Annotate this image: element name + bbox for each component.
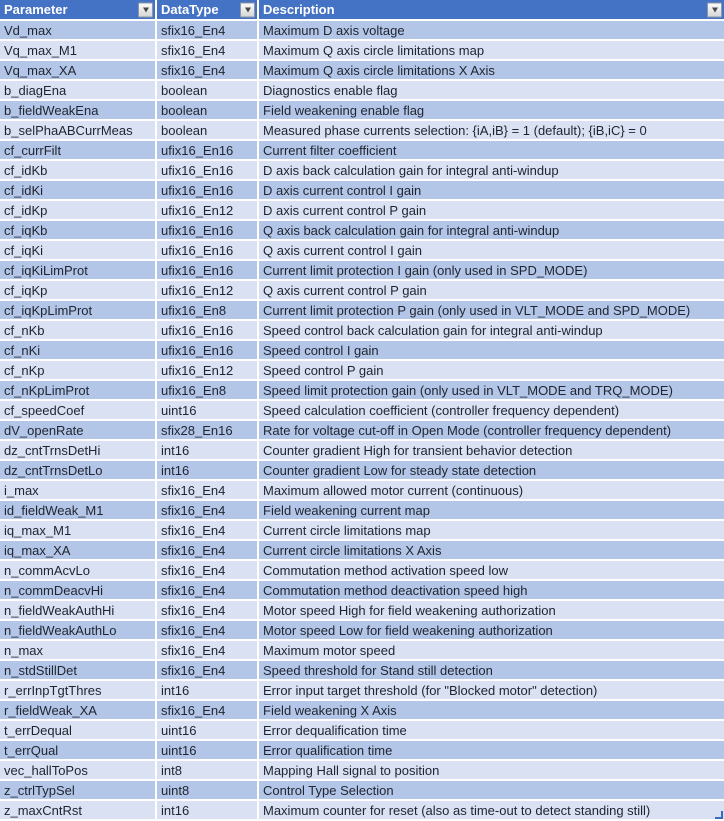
table-row bbox=[0, 221, 724, 241]
table-row bbox=[0, 421, 724, 441]
cell-description[interactable]: Maximum counter for reset (also as time-out to detect standing still) bbox=[259, 801, 724, 819]
cell-description[interactable]: Motor speed Low for field weakening authorization bbox=[259, 621, 724, 639]
column-header-parameter[interactable] bbox=[0, 0, 155, 19]
cell-datatype[interactable]: sfix28_En16 bbox=[157, 421, 257, 439]
table-row bbox=[0, 521, 724, 541]
cell-parameter[interactable]: t_errQual bbox=[0, 741, 155, 759]
table-row bbox=[0, 661, 724, 681]
cell-parameter[interactable]: dV_openRate bbox=[0, 421, 155, 439]
cell-description[interactable]: Current limit protection P gain (only used in VLT_MODE and SPD_MODE) bbox=[259, 301, 724, 319]
cell-parameter[interactable]: Vq_max_XA bbox=[0, 61, 155, 79]
cell-datatype[interactable]: ufix16_En12 bbox=[157, 201, 257, 219]
cell-datatype[interactable]: sfix16_En4 bbox=[157, 601, 257, 619]
cell-datatype[interactable]: int16 bbox=[157, 461, 257, 479]
cell-description[interactable]: Speed limit protection gain (only used in VLT_MODE and TRQ_MODE) bbox=[259, 381, 724, 399]
cell-description[interactable]: Field weakening enable flag bbox=[259, 101, 724, 119]
cell-description[interactable]: D axis back calculation gain for integral anti-windup bbox=[259, 161, 724, 179]
cell-parameter[interactable]: cf_iqKpLimProt bbox=[0, 301, 155, 319]
cell-parameter[interactable]: vec_hallToPos bbox=[0, 761, 155, 779]
cell-parameter[interactable]: r_fieldWeak_XA bbox=[0, 701, 155, 719]
cell-description[interactable]: Field weakening X Axis bbox=[259, 701, 724, 719]
cell-parameter[interactable]: cf_iqKi bbox=[0, 241, 155, 259]
filter-dropdown-button-description[interactable] bbox=[707, 2, 722, 17]
table-row bbox=[0, 741, 724, 761]
cell-datatype[interactable]: ufix16_En16 bbox=[157, 341, 257, 359]
column-header-label: Parameter bbox=[4, 2, 68, 17]
table-row bbox=[0, 781, 724, 801]
cell-datatype[interactable]: sfix16_En4 bbox=[157, 501, 257, 519]
cell-description[interactable]: Counter gradient Low for steady state detection bbox=[259, 461, 724, 479]
table-body bbox=[0, 21, 724, 821]
table-row bbox=[0, 201, 724, 221]
cell-description[interactable]: Q axis current control I gain bbox=[259, 241, 724, 259]
cell-description[interactable]: Q axis back calculation gain for integral anti-windup bbox=[259, 221, 724, 239]
table-row bbox=[0, 681, 724, 701]
table-row bbox=[0, 461, 724, 481]
table-row bbox=[0, 561, 724, 581]
table-row bbox=[0, 101, 724, 121]
filter-dropdown-button-parameter[interactable] bbox=[138, 2, 153, 17]
table-row bbox=[0, 361, 724, 381]
table-row bbox=[0, 21, 724, 41]
cell-description[interactable]: Maximum Q axis circle limitations X Axis bbox=[259, 61, 724, 79]
cell-datatype[interactable]: int16 bbox=[157, 441, 257, 459]
cell-datatype[interactable]: sfix16_En4 bbox=[157, 521, 257, 539]
cell-datatype[interactable]: ufix16_En8 bbox=[157, 381, 257, 399]
column-header-label: Description bbox=[263, 2, 335, 17]
cell-description[interactable]: Measured phase currents selection: {iA,iB} = 1 (default); {iB,iC} = 0 bbox=[259, 121, 724, 139]
cell-description[interactable]: Current circle limitations map bbox=[259, 521, 724, 539]
cell-datatype[interactable]: ufix16_En16 bbox=[157, 141, 257, 159]
cell-datatype[interactable]: sfix16_En4 bbox=[157, 561, 257, 579]
cell-parameter[interactable]: cf_idKp bbox=[0, 201, 155, 219]
cell-datatype[interactable]: boolean bbox=[157, 121, 257, 139]
cell-description[interactable]: Control Type Selection bbox=[259, 781, 724, 799]
cell-datatype[interactable]: sfix16_En4 bbox=[157, 641, 257, 659]
cell-parameter[interactable]: cf_idKb bbox=[0, 161, 155, 179]
cell-description[interactable]: Error input target threshold (for "Blocked motor" detection) bbox=[259, 681, 724, 699]
cell-datatype[interactable]: ufix16_En16 bbox=[157, 221, 257, 239]
cell-parameter[interactable]: n_stdStillDet bbox=[0, 661, 155, 679]
filter-dropdown-icon bbox=[245, 7, 251, 12]
cell-parameter[interactable]: cf_iqKb bbox=[0, 221, 155, 239]
cell-parameter[interactable]: n_max bbox=[0, 641, 155, 659]
table-row bbox=[0, 441, 724, 461]
cell-datatype[interactable]: sfix16_En4 bbox=[157, 581, 257, 599]
table-row bbox=[0, 601, 724, 621]
table-row bbox=[0, 161, 724, 181]
cell-datatype[interactable]: sfix16_En4 bbox=[157, 701, 257, 719]
cell-parameter[interactable]: cf_nKpLimProt bbox=[0, 381, 155, 399]
cell-description[interactable]: D axis current control I gain bbox=[259, 181, 724, 199]
cell-parameter[interactable]: z_maxCntRst bbox=[0, 801, 155, 819]
cell-datatype[interactable]: uint16 bbox=[157, 721, 257, 739]
table-header-row bbox=[0, 0, 724, 21]
cell-datatype[interactable]: sfix16_En4 bbox=[157, 41, 257, 59]
cell-description[interactable]: Maximum Q axis circle limitations map bbox=[259, 41, 724, 59]
cell-description[interactable]: Error dequalification time bbox=[259, 721, 724, 739]
cell-description[interactable]: Speed control P gain bbox=[259, 361, 724, 379]
cell-description[interactable]: Speed calculation coefficient (controller frequency dependent) bbox=[259, 401, 724, 419]
cell-parameter[interactable]: i_max bbox=[0, 481, 155, 499]
cell-description[interactable]: D axis current control P gain bbox=[259, 201, 724, 219]
cell-datatype[interactable]: sfix16_En4 bbox=[157, 621, 257, 639]
cell-description[interactable]: Field weakening current map bbox=[259, 501, 724, 519]
cell-datatype[interactable]: boolean bbox=[157, 101, 257, 119]
table-row bbox=[0, 141, 724, 161]
cell-description[interactable]: Maximum allowed motor current (continuous) bbox=[259, 481, 724, 499]
cell-description[interactable]: Maximum D axis voltage bbox=[259, 21, 724, 39]
cell-description[interactable]: Current filter coefficient bbox=[259, 141, 724, 159]
table-row bbox=[0, 341, 724, 361]
table-row bbox=[0, 701, 724, 721]
filter-dropdown-icon bbox=[143, 7, 149, 12]
table-row bbox=[0, 41, 724, 61]
table-row bbox=[0, 801, 724, 821]
cell-parameter[interactable]: cf_currFilt bbox=[0, 141, 155, 159]
cell-datatype[interactable]: sfix16_En4 bbox=[157, 61, 257, 79]
table-row bbox=[0, 321, 724, 341]
cell-parameter[interactable]: n_commDeacvHi bbox=[0, 581, 155, 599]
cell-description[interactable]: Mapping Hall signal to position bbox=[259, 761, 724, 779]
cell-description[interactable]: Current circle limitations X Axis bbox=[259, 541, 724, 559]
table-row bbox=[0, 481, 724, 501]
cell-parameter[interactable]: n_commAcvLo bbox=[0, 561, 155, 579]
cell-parameter[interactable]: t_errDequal bbox=[0, 721, 155, 739]
column-header-label: DataType bbox=[161, 2, 219, 17]
table-row bbox=[0, 721, 724, 741]
cell-datatype[interactable]: boolean bbox=[157, 81, 257, 99]
cell-description[interactable]: Counter gradient High for transient behavior detection bbox=[259, 441, 724, 459]
cell-parameter[interactable]: n_fieldWeakAuthLo bbox=[0, 621, 155, 639]
cell-datatype[interactable]: sfix16_En4 bbox=[157, 541, 257, 559]
cell-parameter[interactable]: r_errInpTgtThres bbox=[0, 681, 155, 699]
table-row bbox=[0, 501, 724, 521]
table-row bbox=[0, 401, 724, 421]
table-row bbox=[0, 641, 724, 661]
cell-parameter[interactable]: b_selPhaABCurrMeas bbox=[0, 121, 155, 139]
cell-parameter[interactable]: cf_speedCoef bbox=[0, 401, 155, 419]
cell-parameter[interactable]: dz_cntTrnsDetLo bbox=[0, 461, 155, 479]
cell-parameter[interactable]: dz_cntTrnsDetHi bbox=[0, 441, 155, 459]
filter-dropdown-icon bbox=[712, 7, 718, 12]
cell-parameter[interactable]: cf_nKb bbox=[0, 321, 155, 339]
cell-datatype[interactable]: uint16 bbox=[157, 401, 257, 419]
cell-description[interactable]: Motor speed High for field weakening authorization bbox=[259, 601, 724, 619]
cell-datatype[interactable]: ufix16_En16 bbox=[157, 161, 257, 179]
cell-description[interactable]: Diagnostics enable flag bbox=[259, 81, 724, 99]
table-row bbox=[0, 61, 724, 81]
cell-datatype[interactable]: ufix16_En16 bbox=[157, 181, 257, 199]
table-resize-handle[interactable] bbox=[715, 811, 723, 819]
cell-parameter[interactable]: cf_nKp bbox=[0, 361, 155, 379]
cell-datatype[interactable]: ufix16_En16 bbox=[157, 241, 257, 259]
table-row bbox=[0, 241, 724, 261]
cell-parameter[interactable]: b_fieldWeakEna bbox=[0, 101, 155, 119]
cell-description[interactable]: Commutation method activation speed low bbox=[259, 561, 724, 579]
cell-datatype[interactable]: ufix16_En8 bbox=[157, 301, 257, 319]
cell-description[interactable]: Commutation method deactivation speed high bbox=[259, 581, 724, 599]
filter-dropdown-button-datatype[interactable] bbox=[240, 2, 255, 17]
table-row bbox=[0, 261, 724, 281]
cell-datatype[interactable]: sfix16_En4 bbox=[157, 21, 257, 39]
cell-description[interactable]: Current limit protection I gain (only used in SPD_MODE) bbox=[259, 261, 724, 279]
cell-description[interactable]: Speed control back calculation gain for integral anti-windup bbox=[259, 321, 724, 339]
cell-datatype[interactable]: uint8 bbox=[157, 781, 257, 799]
cell-parameter[interactable]: iq_max_XA bbox=[0, 541, 155, 559]
cell-parameter[interactable]: cf_iqKiLimProt bbox=[0, 261, 155, 279]
table-row bbox=[0, 121, 724, 141]
cell-datatype[interactable]: ufix16_En16 bbox=[157, 261, 257, 279]
cell-parameter[interactable]: z_ctrlTypSel bbox=[0, 781, 155, 799]
cell-datatype[interactable]: ufix16_En12 bbox=[157, 281, 257, 299]
table-row bbox=[0, 381, 724, 401]
table-row bbox=[0, 281, 724, 301]
cell-datatype[interactable]: ufix16_En16 bbox=[157, 321, 257, 339]
table-row bbox=[0, 621, 724, 641]
cell-parameter[interactable]: iq_max_M1 bbox=[0, 521, 155, 539]
cell-description[interactable]: Maximum motor speed bbox=[259, 641, 724, 659]
table-row bbox=[0, 81, 724, 101]
cell-parameter[interactable]: cf_idKi bbox=[0, 181, 155, 199]
table-row bbox=[0, 581, 724, 601]
cell-parameter[interactable]: id_fieldWeak_M1 bbox=[0, 501, 155, 519]
cell-datatype[interactable]: int8 bbox=[157, 761, 257, 779]
cell-description[interactable]: Speed control I gain bbox=[259, 341, 724, 359]
table-row bbox=[0, 541, 724, 561]
cell-description[interactable]: Error qualification time bbox=[259, 741, 724, 759]
cell-description[interactable]: Rate for voltage cut-off in Open Mode (controller frequency dependent) bbox=[259, 421, 724, 439]
cell-datatype[interactable]: sfix16_En4 bbox=[157, 481, 257, 499]
cell-description[interactable]: Q axis current control P gain bbox=[259, 281, 724, 299]
cell-parameter[interactable]: cf_iqKp bbox=[0, 281, 155, 299]
cell-datatype[interactable]: int16 bbox=[157, 801, 257, 819]
cell-datatype[interactable]: int16 bbox=[157, 681, 257, 699]
cell-datatype[interactable]: ufix16_En12 bbox=[157, 361, 257, 379]
table-row bbox=[0, 301, 724, 321]
column-header-description[interactable] bbox=[259, 0, 724, 19]
cell-parameter[interactable]: cf_nKi bbox=[0, 341, 155, 359]
cell-parameter[interactable]: Vq_max_M1 bbox=[0, 41, 155, 59]
cell-parameter[interactable]: b_diagEna bbox=[0, 81, 155, 99]
table-row bbox=[0, 181, 724, 201]
column-header-datatype[interactable] bbox=[157, 0, 257, 19]
table-row bbox=[0, 761, 724, 781]
cell-parameter[interactable]: Vd_max bbox=[0, 21, 155, 39]
cell-description[interactable]: Speed threshold for Stand still detection bbox=[259, 661, 724, 679]
cell-parameter[interactable]: n_fieldWeakAuthHi bbox=[0, 601, 155, 619]
cell-datatype[interactable]: uint16 bbox=[157, 741, 257, 759]
cell-datatype[interactable]: sfix16_En4 bbox=[157, 661, 257, 679]
